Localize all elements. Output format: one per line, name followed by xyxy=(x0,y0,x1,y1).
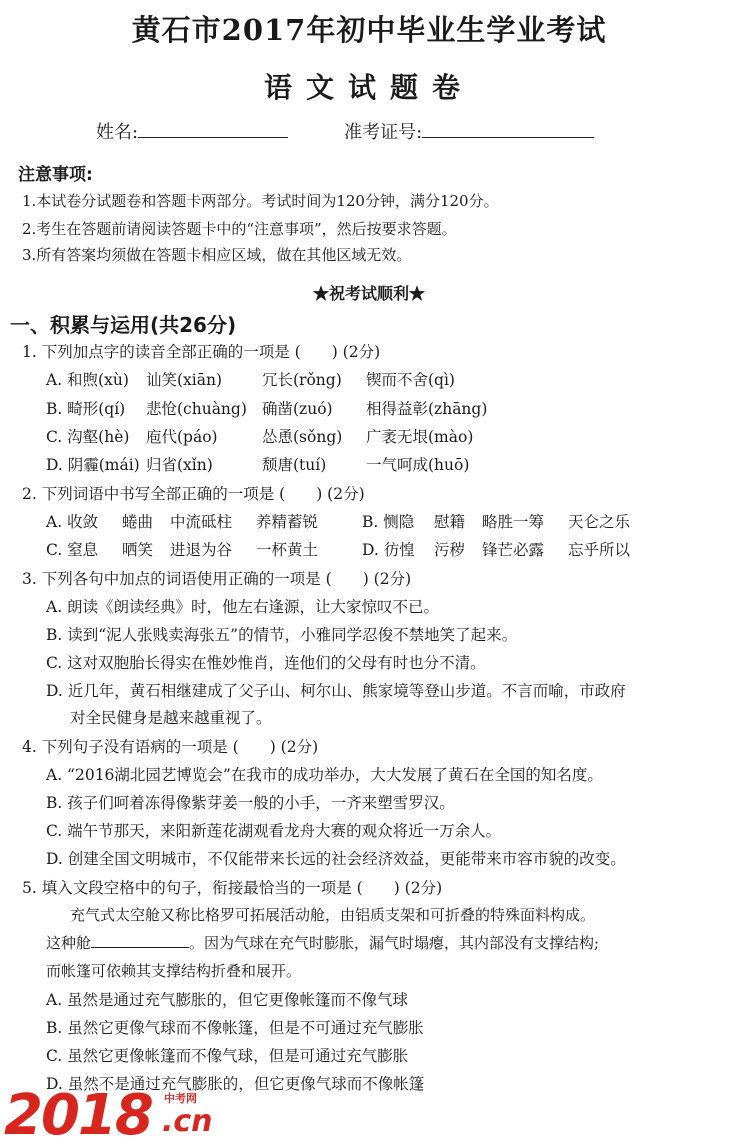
option-word: 广袤无垠(mào) xyxy=(366,428,474,446)
question-4-option: D. 创建全国文明城市，不仅能带来长远的社会经济效益，更能带来市容市貌的改变。 xyxy=(46,850,626,868)
option-word: B. 畸形(qí) xyxy=(46,400,126,418)
question-3-option-cont: 对全民健身是越来越重视了。 xyxy=(70,709,272,727)
section-title: 一、积累与运用(共26分) xyxy=(10,313,237,337)
option-word: 一气呵成(huō) xyxy=(366,456,470,474)
option-word: 相得益彰(zhāng) xyxy=(366,400,488,418)
question-3-stem: 3. 下列各句中加点的词语使用正确的一项是 ( ) (2分) xyxy=(22,570,412,588)
notice-item: 1.本试卷分试题卷和答题卡两部分。考试时间为120分钟，满分120分。 xyxy=(22,192,499,210)
question-5-stem: 5. 填入文段空格中的句子，衔接最恰当的一项是 ( ) (2分) xyxy=(22,879,443,897)
option-word: 冗长(rǒng) xyxy=(262,371,342,389)
question-2-row xyxy=(46,538,630,560)
exam-subtitle: 语文试题卷 xyxy=(263,71,474,104)
watermark-site-name: 中考网 xyxy=(164,1092,197,1105)
option-word: 悲怆(chuàng) xyxy=(146,400,247,418)
question-3-option: C. 这对双胞胎长得实在惟妙惟肖，连他们的父母有时也分不清。 xyxy=(46,654,486,672)
question-4-stem: 4. 下列句子没有语病的一项是 ( ) (2分) xyxy=(22,738,319,756)
question-1-row xyxy=(46,368,455,390)
site-watermark-logo xyxy=(4,1083,244,1148)
option-word: 庖代(páo) xyxy=(146,428,218,446)
question-1-row xyxy=(46,425,473,447)
option-word: 养精蓄锐 xyxy=(256,513,319,531)
question-5-option: D. 虽然不是通过充气膨胀的，但它更像气球而不像帐篷 xyxy=(46,1075,425,1093)
option-word: 讪笑(xiān) xyxy=(146,371,223,389)
notice-item: 2.考生在答题前请阅读答题卡中的“注意事项”，然后按要求答题。 xyxy=(22,220,457,238)
option-word: 哂笑 xyxy=(122,541,154,559)
option-word: D. 阴霾(mái) xyxy=(46,456,140,474)
option-word: 进退为谷 xyxy=(170,541,233,559)
exam-title: 黄石市2017年初中毕业生学业考试 xyxy=(131,13,607,47)
option-word: 确凿(zuó) xyxy=(262,400,333,418)
good-luck-line: ★祝考试顺利★ xyxy=(312,284,425,303)
option-word: 忘乎所以 xyxy=(568,541,631,559)
name-blank xyxy=(138,121,288,138)
option-word: B. 恻隐 xyxy=(362,513,415,531)
option-word: 蜷曲 xyxy=(122,513,154,531)
question-2-stem: 2. 下列词语中书写全部正确的一项是 ( ) (2分) xyxy=(22,485,365,503)
option-word: 归省(xǐn) xyxy=(146,456,213,474)
option-word: D. 彷惶 xyxy=(362,541,415,559)
question-3-option: B. 读到“泥人张贱卖海张五”的情节，小雅同学忍俊不禁地笑了起来。 xyxy=(46,626,518,644)
question-3-option: A. 朗读《朗读经典》时，他左右逢源，让大家惊叹不已。 xyxy=(46,598,440,616)
option-word: 一杯黄土 xyxy=(256,541,319,559)
option-word: C. 窒息 xyxy=(46,541,99,559)
option-word: 怂恿(sǒng) xyxy=(262,428,343,446)
passage-text: 这种舱 xyxy=(46,934,92,952)
option-word: 中流砥柱 xyxy=(170,513,233,531)
option-word: 锲而不舍(qì) xyxy=(366,371,455,389)
question-1-row xyxy=(46,453,469,475)
question-5-passage: 而帐篷可依赖其支撑结构折叠和展开。 xyxy=(46,962,302,980)
question-4-option: B. 孩子们呵着冻得像紫芽姜一般的小手，一齐来塑雪罗汉。 xyxy=(46,794,455,812)
option-word: 慰籍 xyxy=(434,513,466,531)
question-5-passage xyxy=(46,932,599,953)
option-word: 天仑之乐 xyxy=(568,513,631,531)
option-word: 略胜一筹 xyxy=(482,513,545,531)
exam-id-blank xyxy=(422,121,594,138)
watermark-suffix: .cn xyxy=(162,1104,213,1139)
question-4-option: C. 端午节那天，来阳新莲花湖观看龙舟大赛的观众将近一万余人。 xyxy=(46,822,502,840)
fill-blank xyxy=(91,933,189,948)
watermark-number: 2018 xyxy=(4,1083,152,1148)
question-3-option: D. 近几年，黄石相继建成了父子山、柯尔山、熊家境等登山步道。不言而喻，市政府 xyxy=(46,682,626,700)
option-word: A. 收敛 xyxy=(46,513,99,531)
question-1-row xyxy=(46,397,487,419)
name-label: 姓名: xyxy=(96,122,139,143)
question-5-option: A. 虽然是通过充气膨胀的，但它更像帐篷而不像气球 xyxy=(46,991,409,1009)
exam-id-label: 准考证号: xyxy=(344,122,423,143)
option-word: C. 沟壑(hè) xyxy=(46,428,130,446)
question-5-option: B. 虽然它更像气球而不像帐篷，但是不可通过充气膨胀 xyxy=(46,1019,424,1037)
question-5-passage: 充气式太空舱又称比格罗可拓展活动舱，由铝质支架和可折叠的特殊面料构成。 xyxy=(70,906,596,924)
option-word: 锋芒必露 xyxy=(482,541,545,559)
option-word: 污秽 xyxy=(434,541,466,559)
candidate-fields xyxy=(96,118,594,144)
option-word: A. 和煦(xù) xyxy=(46,371,129,389)
option-word: 颓唐(tuí) xyxy=(262,456,327,474)
notice-heading: 注意事项: xyxy=(18,165,93,185)
question-5-option: C. 虽然它更像帐篷而不像气球，但是可通过充气膨胀 xyxy=(46,1047,409,1065)
notice-item: 3.所有答案均须做在答题卡相应区域，做在其他区域无效。 xyxy=(22,246,412,264)
passage-text: 。因为气球在充气时膨胀，漏气时塌瘪，其内部没有支撑结构; xyxy=(189,934,600,952)
question-1-stem: 1. 下列加点字的读音全部正确的一项是 ( ) (2分) xyxy=(22,343,381,361)
question-2-row xyxy=(46,510,630,532)
question-4-option: A. “2016湖北园艺博览会”在我市的成功举办，大大发展了黄石在全国的知名度。 xyxy=(46,766,603,784)
